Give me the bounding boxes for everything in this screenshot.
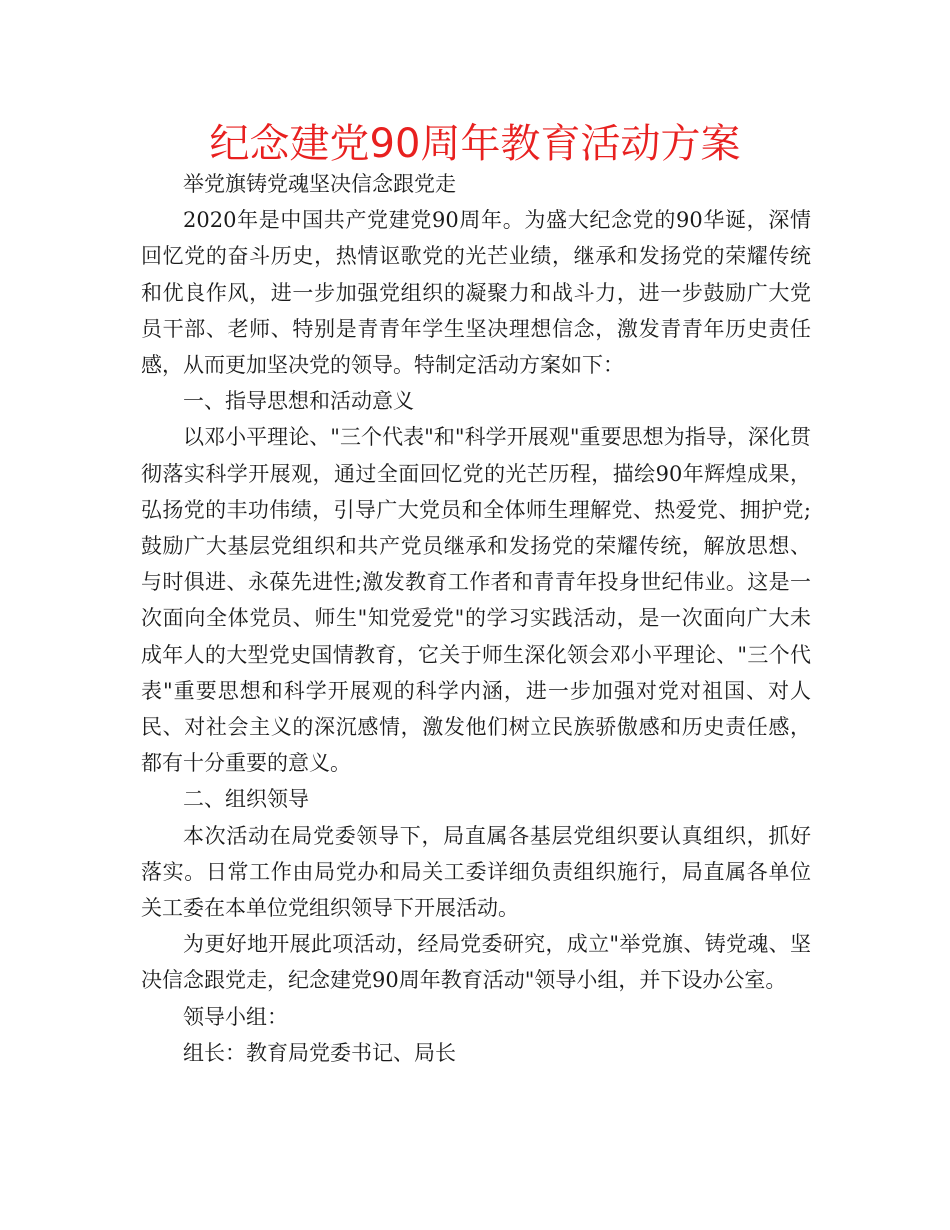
leadership-group-paragraph: 为更好地开展此项活动，经局党委研究，成立"举党旗、铸党魂、坚决信念跟党走，纪念建党90周年教育活动"领导小组，并下设办公室。: [141, 932, 811, 993]
section-heading-organization: 二、组织领导: [183, 787, 309, 812]
section-heading-guiding-ideology: 一、指导思想和活动意义: [183, 389, 414, 414]
organization-paragraph: 本次活动在局党委领导下，局直属各基层党组织要认真组织，抓好落实。日常工作由局党办和局关工委详细负责组织施行，局直属各单位关工委在本单位党组织领导下开展活动。: [141, 823, 811, 921]
group-leader-line: 组长：教育局党委书记、局长: [183, 1040, 456, 1065]
guiding-ideology-paragraph: 以邓小平理论、"三个代表"和"科学开展观"重要思想为指导，深化贯彻落实科学开展观，通过全面回忆党的光芒历程，描绘90年辉煌成果，弘扬党的丰功伟绩，引导广大党员和全体师生理解党、热爱党、拥护党;鼓励广大基层党组织和共产党员继承和发扬党的荣耀传统，解放思想、与时俱进、永葆先进性;激发教育工作者和青青年投身世纪伟业。这是一次面向全体党员、师生"知党爱党"的学习实践活动，是一次面向广大未成年人的大型党史国情教育，它关于师生深化领会邓小平理论、"三个代表"重要思想和科学开展观的科学内涵，进一步加强对党对祖国、对人民、对社会主义的深沉感情，激发他们树立民族骄傲感和历史责任感，都有十分重要的意义。: [141, 425, 811, 776]
document-body: [141, 166, 811, 1071]
intro-paragraph: 2020年是中国共产党建党90周年。为盛大纪念党的90华诞，深情回忆党的奋斗历史，热情讴歌党的光芒业绩，继承和发扬党的荣耀传统和优良作风，进一步加强党组织的凝聚力和战斗力，进一步鼓励广大党员干部、老师、特别是青青年学生坚决理想信念，激发青青年历史责任感，从而更加坚决党的领导。特制定活动方案如下：: [141, 208, 811, 378]
subtitle-paragraph: 举党旗铸党魂坚决信念跟党走: [183, 172, 456, 196]
leadership-group-label: 领导小组：: [183, 1004, 288, 1029]
document-title: 纪念建党90周年教育活动方案: [209, 121, 741, 167]
